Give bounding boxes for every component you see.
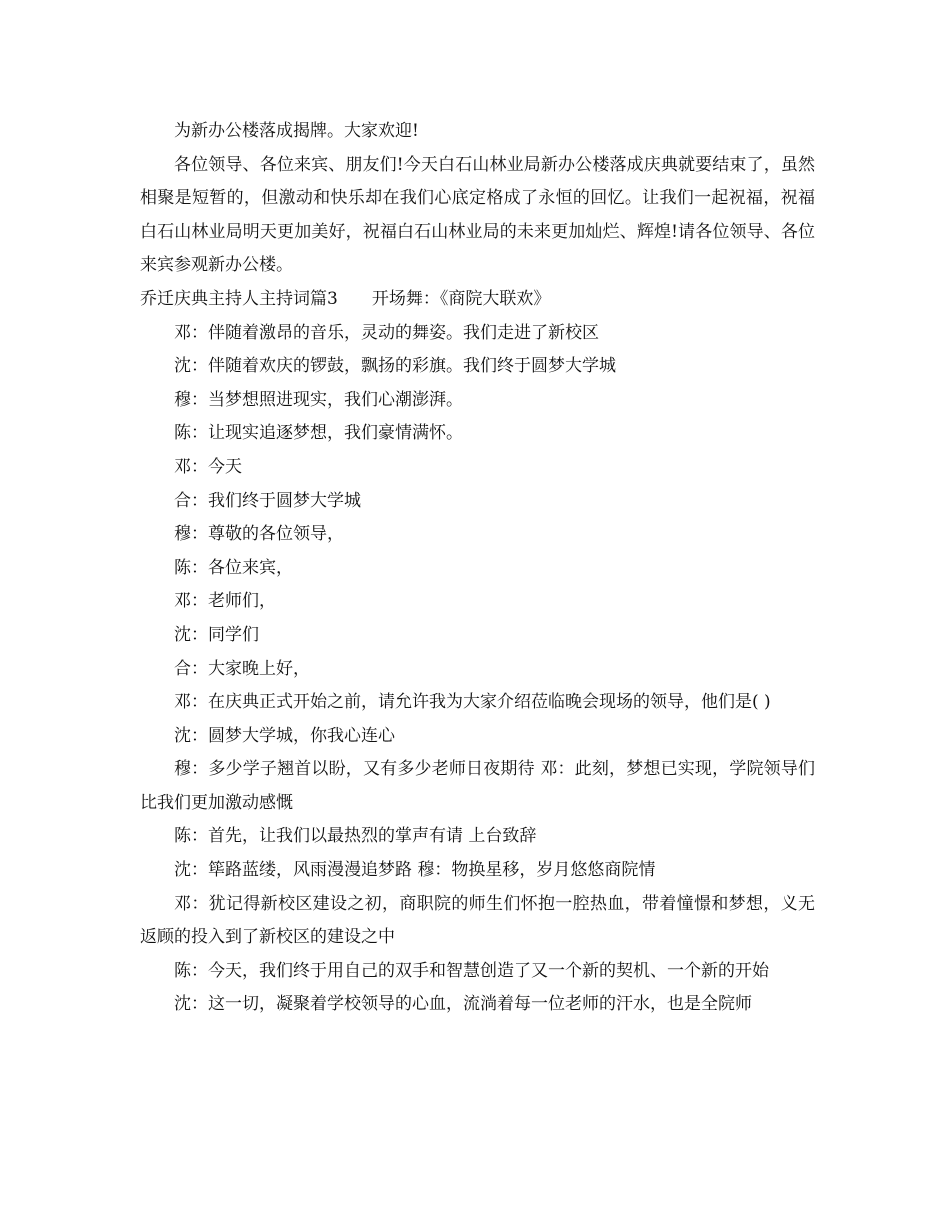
dialogue-line: 沈：伴随着欢庆的锣鼓，飘扬的彩旗。我们终于圆梦大学城 xyxy=(174,356,616,377)
dialogue-line: 陈：各位来宾， xyxy=(174,557,293,578)
paragraph: 各位领导、各位来宾、朋友们!今天白石山林业局新办公楼落成庆典就要结束了，虽然相聚是短暂的，但激动和快乐却在我们心底定格成了永恒的回忆。让我们一起祝福，祝福白石山林业局明天更加美好，祝福白石山林业局的未来更加灿烂、辉煌!请各位领导、各位来宾参观新办公楼。 xyxy=(140,154,815,276)
dialogue-line: 穆：当梦想照进现实，我们心潮澎湃。 xyxy=(174,389,463,410)
dialogue-line: 邓：犹记得新校区建设之初，商职院的师生们怀抱一腔热血，带着憧憬和梦想，义无返顾的投入到了新校区的建设之中 xyxy=(140,893,815,948)
dialogue-line: 沈：同学们 xyxy=(174,624,259,645)
dialogue-line: 沈：筚路蓝缕，风雨漫漫追梦路 穆：物换星移，岁月悠悠商院情 xyxy=(174,860,656,881)
document-body xyxy=(140,115,815,1022)
dialogue-line: 陈：让现实追逐梦想，我们豪情满怀。 xyxy=(174,423,463,444)
section-heading: 乔迁庆典主持人主持词篇3 开场舞：《商院大联欢》 xyxy=(140,288,551,309)
paragraph: 为新办公楼落成揭牌。大家欢迎! xyxy=(174,121,419,141)
dialogue-line: 邓：在庆典正式开始之前，请允许我为大家介绍莅临晚会现场的领导，他们是( ) xyxy=(174,692,771,713)
dialogue-line: 沈：这一切，凝聚着学校领导的心血，流淌着每一位老师的汗水，也是全院师 xyxy=(174,994,752,1015)
dialogue-line: 陈：今天，我们终于用自己的双手和智慧创造了又一个新的契机、一个新的开始 xyxy=(174,960,769,981)
dialogue-line: 沈：圆梦大学城，你我心连心 xyxy=(174,725,395,746)
dialogue-line: 合：大家晚上好， xyxy=(174,658,310,679)
dialogue-line: 陈：首先，让我们以最热烈的掌声有请 上台致辞 xyxy=(174,826,537,847)
dialogue-line: 邓：老师们， xyxy=(174,591,276,612)
dialogue-line: 穆：尊敬的各位领导， xyxy=(174,524,344,545)
dialogue-line: 合：我们终于圆梦大学城 xyxy=(174,490,361,511)
dialogue-line: 邓：伴随着激昂的音乐，灵动的舞姿。我们走进了新校区 xyxy=(174,322,599,343)
dialogue-line: 穆：多少学子翘首以盼，又有多少老师日夜期待 邓：此刻，梦想已实现，学院领导们比我们更加激动感慨 xyxy=(140,759,815,813)
dialogue-line: 邓：今天 xyxy=(174,456,242,477)
